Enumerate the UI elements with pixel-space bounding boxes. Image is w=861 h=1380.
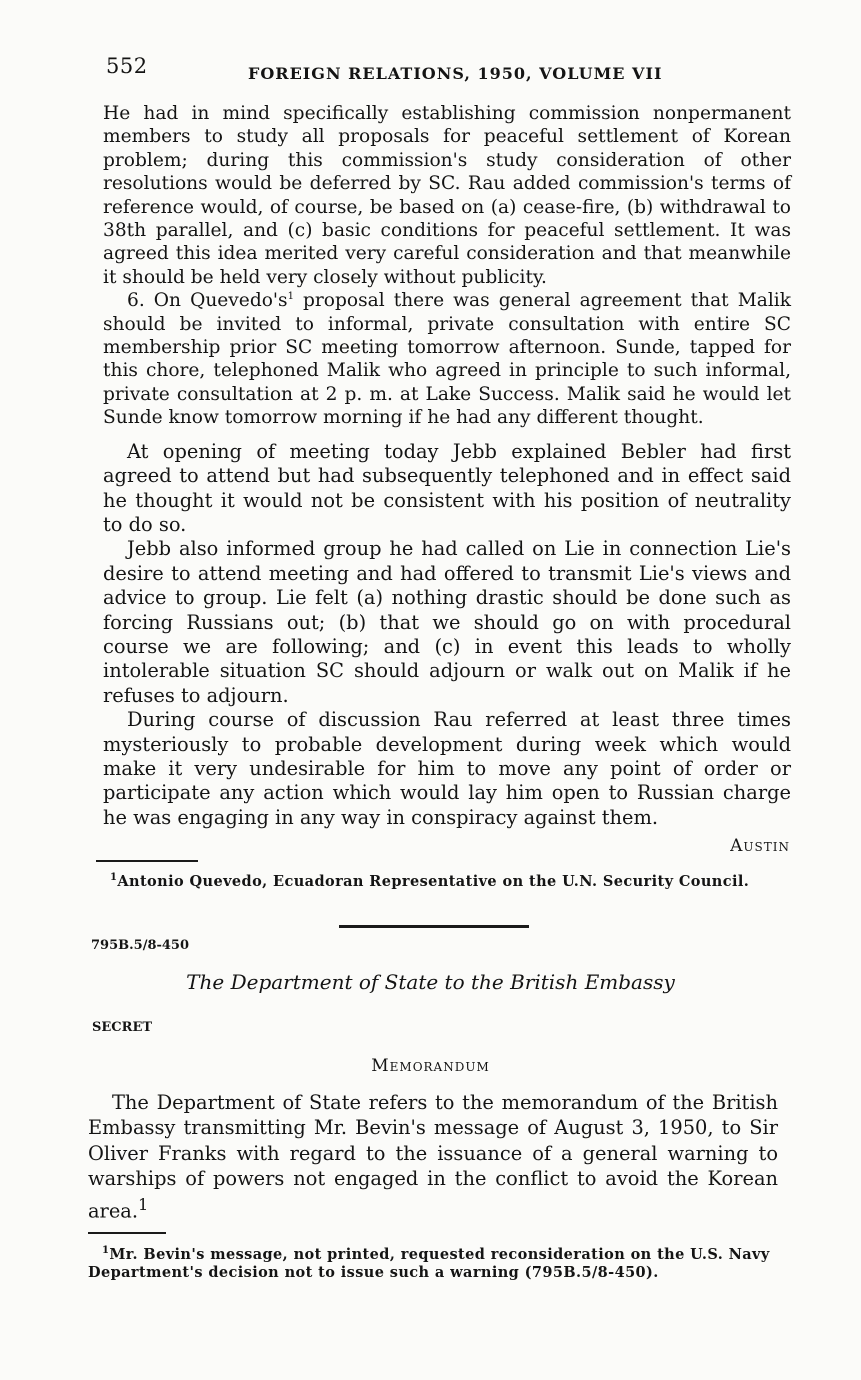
running-head: FOREIGN RELATIONS, 1950, VOLUME VII [248, 64, 663, 83]
paragraph-rau: During course of discussion Rau referred at least three times mysteriously to probable development during week which would make it very undesirable for him to move any point of order or participate any action which would lay him open to Russian charge he was engaging in any way in conspiracy against them. [103, 708, 791, 829]
footnote-ref: 1 [138, 1194, 149, 1214]
telegram-body [103, 102, 791, 830]
classification: SECRET [92, 1020, 153, 1035]
footnote-rule [96, 860, 198, 862]
footnote-text: Mr. Bevin's message, not printed, requested reconsideration on the U.S. Navy Department's decision not to issue such a warning (795B.5/8-450). [88, 1246, 770, 1281]
paragraph-quevedo-rest: proposal there was general agreement that Malik should be invited to informal, private consultation with entire SC membership prior SC meeting tomorrow afternoon. Sunde, tapped for this chore, telephoned Malik who agreed in principle to such informal, private consultation at 2 p. m. at Lake Success. Malik said he would let Sunde know tomorrow morning if he had any different thought. [103, 290, 791, 429]
footnote-bevin [88, 1246, 778, 1282]
footnote-rule [88, 1232, 166, 1234]
file-number: 795B.5/8-450 [91, 938, 190, 953]
memorandum-body [88, 1090, 778, 1224]
memorandum-text: The Department of State refers to the memorandum of the British Embassy transmitting Mr. Bevin's message of August 3, 1950, to Sir Oliver Franks with regard to the issuance of a general warning to warships of powers not engaged in the conflict to avoid the Korean area. [88, 1091, 778, 1223]
paragraph-lie: Jebb also informed group he had called on Lie in connection Lie's desire to attend meeting and had offered to transmit Lie's views and advice to group. Lie felt (a) nothing drastic should be done such as forcing Russians out; (b) that we should go on with procedural course we are following; and (c) in event this leads to wholly intolerable situation SC should adjourn or walk out on Malik if he refuses to adjourn. [103, 537, 791, 707]
footnote-marker: 1 [102, 1245, 110, 1257]
footnote-marker: 1 [110, 872, 118, 884]
memorandum-paragraph [88, 1090, 778, 1224]
paragraph-bebler: At opening of meeting today Jebb explained Bebler had first agreed to attend but had subsequently telephoned and in effect said he thought it would not be consistent with his position of neutrality to do so. [103, 439, 791, 536]
signature: Austin [730, 836, 790, 856]
paragraph-commission: He had in mind specifically establishing commission nonpermanent members to study all proposals for peaceful settlement of Korean problem; during this commission's study consideration of other resolutions would be deferred by SC. Rau added commission's terms of reference would, of course, be based on (a) cease-fire, (b) withdrawal to 38th parallel, and (c) basic conditions for peaceful settlement. It was agreed this idea merited very careful consideration and that meanwhile it should be held very closely without publicity. [103, 103, 791, 288]
footnote-quevedo [110, 873, 790, 891]
paragraph-quevedo-lead: 6. On Quevedo's [127, 290, 288, 312]
document-title: The Department of State to the British Embassy [186, 970, 675, 994]
footnote-ref: 1 [287, 291, 294, 303]
memorandum-heading: Memorandum [371, 1056, 490, 1076]
footnote-text: Antonio Quevedo, Ecuadoran Representative on the U.N. Security Council. [117, 873, 750, 890]
paragraph-quevedo-proposal [103, 289, 791, 429]
page-number: 552 [106, 54, 148, 78]
document-separator [339, 925, 529, 928]
